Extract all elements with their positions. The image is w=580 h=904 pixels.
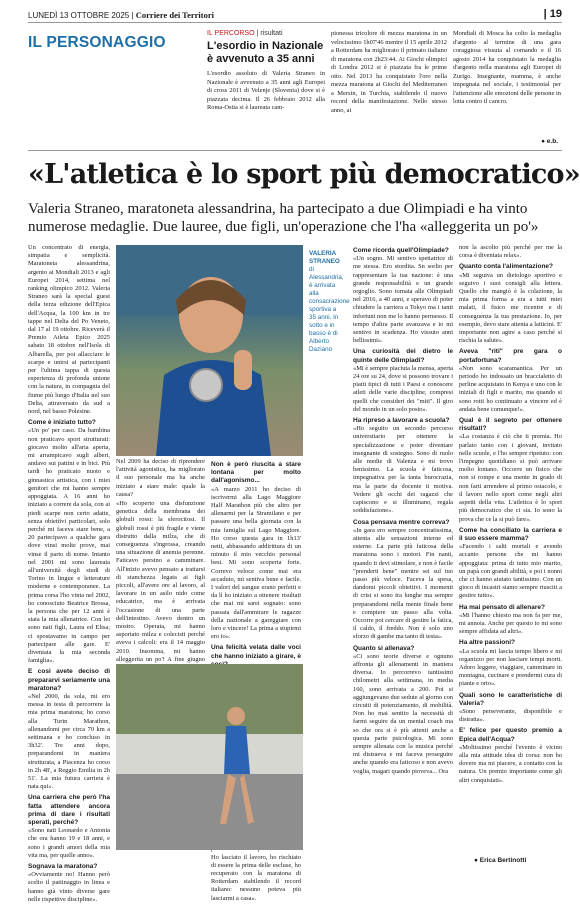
sidebar-byline: ● e.b. [541,138,558,145]
article-paragraph: «La costanza è ciò che ti premia. Ho parlato tanto con i giovani, invitato nelle scuole, e l'ho sempre ripetuto: con l'impegno quotidiano si può arrivare molto lontano. Occorre un fisico che non si rompe e una mente in grado di non farti arrendere al primo ostacolo, e il lavoro nello sport come negli altri aspetti della vita. L'atletica è lo sport più democratico che ci sia. Io sono la prova che ce la si può fare». [459,433,562,523]
caption-text: di Alessandria, è arrivata alla consacrazione sportiva a 35 anni. In sotto e in basso è di Alberto Daziano [309,266,350,353]
interview-question: Come ricorda quell'Olimpiade? [353,247,449,254]
interview-question: Aveva "riti" pre gara o portafortuna? [459,348,562,364]
interview-question: Cosa pensava mentre correva? [353,518,450,526]
article-paragraph: «Moltissimo perché l'evento è vicino alla mia attitude idea di corsa: non ho dovere ma mi piacere, a contatto con la natura. Un premio importante come gli altri conquistati». [459,743,562,784]
page-header [28,8,562,23]
article-signature: ● Erica Bertinotti [474,857,527,864]
header-left: LUNEDÌ 13 OTTOBRE 2025 | Corriere dei Territori [28,10,214,20]
header-page-number: | 19 [543,8,562,20]
sidebar-col-1: L'esordio assoluto di Valeria Straneo in Nazionale è avvenuto a 35 anni agli Europei di cross 2011 di Velenje (Slovenia) dove si è piazzata decima. Il 26 febbraio 2012 alla Roma-Ostia si è laureata cam- [207,70,325,111]
article-paragraph: «La scuola mi lascia tempo libero e mi organizzo per non lasciare tempi morti. Adoro leggere, viaggiare, camminare in montagna, cucinare e prendermi cura di piante e orto». [459,647,562,688]
photo-caption [309,250,350,354]
interview-question: Non è però riuscita a stare lontana per molto dall'agonismo... [211,461,301,485]
interview-question: Sognava la maratona? [28,863,98,871]
article-paragraph: «Ovviamente no! Hanno però scelto il pattinaggio in linea e hanno già vinto diverse gare nelle rispettive discipline». [28,871,110,903]
article-paragraph: Un concentrato di energia, simpatia e semplicità. Maratoneta alessandrina, argento ai Mondiali 2013 e agli Europei 2014, settima nel ranking olimpico 2012. Valeria Straneo sarà la special guest della terza edizione dell'Epica dell'Acqua, la 100 km in tre tappe nel Delta del Po Veneto, dal 17 al 19 ottobre. Riceverà il Premio Atleta Epico 2025 sabato 18 ottobre nell'Isola di Albarella, per poi allacciare le scarpe e unirsi ai partecipanti per l'ultima tappa di questa esperienza di profonda unione con la natura, in compagnia del fiume più lungo d'Italia nel suo Delta, attraversato da sud a nord, nel basso Polesine. [28,244,110,416]
article-col-1 [28,244,110,903]
sidebar-title: L'esordio in Nazionale è avvenuto a 35 anni [207,40,324,65]
article-paragraph: «Mi è sempre piaciuta la mensa, aperta 24 ore su 24, dove si possono trovare i piatti tipici di tutti i Paesi e conoscere atleti delle varie discipline, compresi quelli che consideri dei "miti". Il giro del mondo in un solo posto». [353,364,453,413]
article-paragraph: «Non sono scaramantica. Per un periodo ho indossato un braccialetto di perline acquistato in Kenya e uno con le iniziali di figli e marito, ma quando si sono rotti ho continuato a vincere ed è andata bene comunque!». [459,364,562,413]
article-paragraph: Nel 2009 ha deciso di riprendere l'attività agonistica, ha migliorato il suo personale ma ha anche iniziato a stare male: quale la causa? [116,458,205,498]
interview-question: Una felicità velata dalle voci che hanno iniziato a girare, è [211,644,301,660]
interview-question: Quanto conta l'alimentazione? [459,263,553,271]
interview-question: E' felice per questo premio a Epica dell'Acqua? [459,727,562,743]
sidebar-kicker-topic: risultati [260,30,283,37]
article-paragraph: «Mi seguiva un dietologo sportivo e seguivo i suoi consigli alla lettera. Quello che mangiò è la colazione, la mia prima forma a era a tutti miei malati, il fisico me ricentre e di conseguenza la tua prestazione. Io, per esempio, devo stare attenta a latticini. E' importante non agire a caso perché si rischia la salute». [459,271,563,345]
interview-question: Ha mai pensato di allenare? [459,603,545,611]
sidebar-kicker: IL PERCORSO | risultati [207,30,283,37]
article-subtitle: Valeria Straneo, maratoneta alessandrina, ha partecipato a due Olimpiadi e ha vinto numerose medaglie. Due lauree, due figli, un'operazione che l'ha «alleggerita un po'» [28,201,539,235]
divider [28,150,562,151]
article-paragraph: «Ho seguito un secondo percorso universitario per ottenere la specializzazione e poter diventare insegnante di sostegno. Sono di ruolo alle medie di Valenza e mi trovo benissimo. La scuola è faticosa, impegnativa per la tanta burocrazia, ma la parte da docente ti motiva. Vedere gli occhi dei ragazzi che capiscono e si illuminano, regala soddisfazione». [353,425,453,515]
interview-question: Una carriera che però l'ha fatta attendere ancora prima di dare i risultati sperati, perché? [28,794,110,827]
portrait-illustration [116,245,303,456]
sidebar-kicker-label: IL PERCORSO [207,30,255,37]
article-col-3 [211,458,301,902]
article-paragraph: «Sono perseverante, disponibile e distratta». [459,707,562,724]
interview-question: Una curiosità dei dietro le quinte delle Olimpiadi? [353,348,453,364]
article-paragraph: «Mi l'hanno chiesto ma non fa per me, mi annoia. Anche per questo io mi sono sempre affidata ad altri». [459,611,562,636]
athlete-running-photo [116,664,303,850]
article-paragraph: «Un sogno. Mi sentivo spettatrice di me stessa. Ero stordita. Sn sorlio per rappresentare la tua nazione: è una grande responsabilità e un grande orgoglio. Sono tornata alle Olimpiadi nel 2016, a 40 anni, e speravo di poter chiudere la carriera a Tokyo ma i tanti infortuni non me lo hanno permesso. Il tempo d'altra parte avanzava e io mi sentivo in scadenza. Ho vissuto anni bellissimi». [353,255,453,345]
interview-question: Come ha conciliato la carriera e il suo essere mamma? [459,526,562,542]
article-col-2 [116,458,205,663]
sidebar-col-3: Mondiali di Mosca ha colto la medaglia d'argento al termine di una gara coraggiosa vissuta al comando e il 16 agosto 2014 ha conquistato la medaglia d'argento nella maratona agli Europei di Zurigo. Insegnante, mamma, è anche impegnata nel sociale, i testimonial per l'attenzione alle emozioni delle persone in lotta contro il cancro. [453,30,561,105]
section-label: IL PERSONAGGIO [28,34,166,51]
article-paragraph: «Ho scoperto una disfunzione genetica della membrana dei globuli rossi: la sferocitosi. Il globuli rossi è più fragile e viene distrutto dalla milza, che di conseguenza s'ingrossa, creando una situazione di anemia perenne. Faticavo persino a camminare. All'inizio avevo pensato a trattarsi di stanchezza legata ai figli piccoli, all'avere ore al lavoro, al lavorare in un asilo nido come educatrice, ma è arrivata l'occasione di una parte dell'intestino. Avevo dentro un mostro. Operata, mi hanno asportato milza e colecisti perché aveva i calcoli: era il 14 maggio 2010. Insomma, mi hanno alleggerita un po'! A fine giugno [116,500,205,663]
article-paragraph: non la ascolto più perché per me la corsa è diventata relax». [459,244,562,260]
article-paragraph: «Nel 2000, da sola, mi ero messa in testa di percorrere la mia prima maratona; ho corso alla Turin Marathon, allenandomi per circa 70 km a settimana e ho concluso in 3h32'. Tre anni dopo, preparandomi in maniera strutturata, a Piacenza ho corso in 2h 48', a Reggio Emilia in 2h 51'. La mia futura carriera è nata qui». [28,692,110,791]
article-paragraph: «A marzo 2011 ho deciso di iscrivermi alla Lago Maggiore Half Marathon più che altro per allenarmi per la Stramilano e per passare una bella giornata con la mia famiglia sul Lago Maggiore. Ho corso questa gara in 1h13' netti, abbassando addirittura di un minuto il mio vecchio personal best. Mi sono scoperta forte. Correvo veloce come mai era accaduto, mi sentiva bene e facile. I valori del sangue erano perfetti e da lì ho iniziato a ottenere risultati che mai mi sarei sognato: sono passata dall'ammirare le ragazze della nazionale a gareggiare con loro e vincere! La prima a stupirmi ero io». [211,485,301,641]
interview-question: Ha ripreso a lavorare a scuola? [353,417,450,425]
article-headline: «L'atletica è lo sport più democratico» [28,159,580,190]
interview-question: E così avete deciso di prepararvi seriamente una maratona? [28,668,110,692]
article-col-5 [459,244,562,854]
article-paragraph: «Sono nati Leonardo e Antonia che ora hanno 19 e 18 anni, e sono i grandi amori della mia vita ma, per quelle anno». [28,827,110,859]
article-col-4 [353,244,453,854]
header-publication: Corriere dei Territori [135,10,214,20]
interview-question: Ha altre passioni? [459,639,515,647]
article-paragraph: «Facendo i salti mortali e avendo accanto persone che mi hanno appoggiata: prima di tutto mio marito, un papà con grandi abilità, e poi i nonni che ci hanno aiutato tantissimo. Con un gioco di incastri siamo sempre riusciti a gestire tutto». [459,543,562,600]
interview-question: Quanto si allenava? [353,644,415,652]
article-paragraph: «Un po' per caso. Da bambina non praticavo sport strutturati: giocavo molto all'aria aperta, mi arrampicavo sugli alberi, andavo sui pattini e in bici. Più tardi ho praticato nuoto e ginnastica artistica, con i miei genitori che mi hanno sempre appoggiata. A 16 anni ho iniziato a correre da sola, con ai piedi scarpe non certo adatte, senza obiettivi particolari, solo perché mi faceva stare bene, a 20 partecipavo a qualche gara dove vinsi molte prove, mai vinse il parto di nome. Intanto nel 2001 mi sono laureata all'università degli studi di Torino in lingue e letterature moderne e contemporanee. La prima corsa l'ho vinta nel 2002, ho conosciuto Beatrice Brossa, la persona che per 12 anni è stata la mia allenatrice. Con lei sono nati figli, Laura ed Elisa; ci spostavamo in campo per partecipare alle gare. E' diventata la mia seconda famiglia». [28,427,110,665]
article-paragraph: «Ci sono teorie diverse e ognuno affronta gli allenamenti in maniera diversa. Io percorrevo tantissimi chilometri alla settimana, in media 160, sono arrivata a 200. Poi si aggiungevano due sedute al giorno con circuiti di potenziamento, di mobilità. Non ho mai sentito la necessità di farmi seguire da un mental coach ma so che ora si è più attenti anche a questa parte psicologica. Mi sono sempre allenata con la musica perché mi distraeva e mi faceva proseguire anche quando era faticoso e non avevo voglia, magari quando pioveva... Ora [353,652,453,775]
interview-question: Qual è il segreto per ottenere risultati? [459,417,562,433]
article-paragraph: «In gara ero sempre concentratissima, attenta alle sensazioni interne ed esterne. La parte più faticosa della maratona sono i motori. Fin nanti, quando ti devi stimolare, e non è facile "prenderti bene" mentre sei sul tuo passo più veloce. Faceva la spesa, dandomi piccoli obiettivi. I momenti di crisi si sono tra lunghe ma sempre preparandomi nella mente finale bene e compiere un passo alla volta. Occorre poi cercare di gestire la fatica, il caldo, il freddo. Non è solo uno sforzo di gambe ma tanto di testa». [353,526,453,641]
running-illustration [116,664,303,850]
article-paragraph: Ho lasciato il lavoro, ho rischiato di essere la prima delle escluse, ho recuperato con la maratona di Rotterdam stabilendo il record italiano: nessuno poteva più lasciarmi a casa». [211,853,301,902]
athlete-portrait-photo [116,245,303,456]
interview-question: Quali sono le caratteristiche di Valeria? [459,691,562,707]
interview-question: Come è iniziato tutto? [28,419,96,427]
sidebar-col-2: pionessa tricolore di mezza maratona in un velocissimo 1h07'46 mentre il 15 aprile 2012 a Rotterdam ha migliorato il primato italiano di maratona con 2h23:44. Ai Giochi olimpici di Londra 2012 si è piazzata fra le prime otto. Nel 2013 ha conquistato l'oro nella mezza maratona ai Giochi del Mediterraneo a Mersin, in Turchia, stabilendo il nuovo record della manifestazione. Nello stesso anno, ai [331,30,447,114]
caption-name: VALERIA STRANEO [309,250,340,265]
header-date: LUNEDÌ 13 OTTOBRE 2025 [28,11,130,20]
